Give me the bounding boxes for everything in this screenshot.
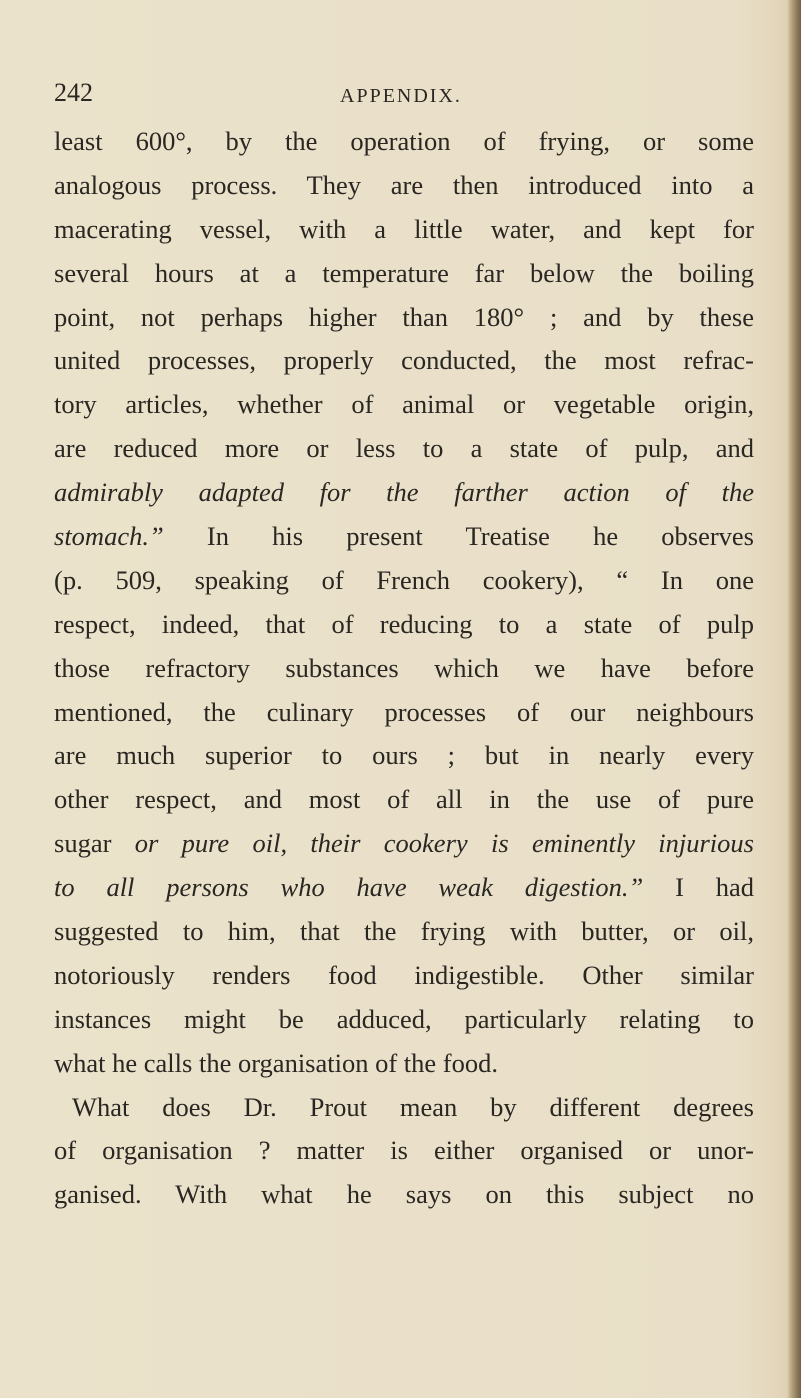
roman-text: sugar: [54, 828, 135, 859]
italic-text: stomach.”: [54, 521, 164, 552]
text-line: of organisation ? matter is either organised or unor-: [54, 1135, 754, 1166]
text-line-paragraph-end: what he calls the organisation of the food.: [54, 1047, 499, 1078]
running-head: APPENDIX.: [340, 85, 462, 107]
text-line: [54, 866, 754, 910]
italic-text: to all persons who have weak digestion.”: [54, 872, 644, 903]
text-line: several hours at a temperature far below the boiling: [54, 257, 754, 288]
text-line: suggested to him, that the frying with butter, or oil,: [54, 916, 754, 947]
text-line: instances might be adduced, particularly relating to: [54, 1003, 754, 1034]
text-line: united processes, properly conducted, the most refrac-: [54, 345, 754, 376]
text-line: notoriously renders food indigestible. Other similar: [54, 959, 754, 990]
text-line: (p. 509, speaking of French cookery), “ In one: [54, 564, 754, 595]
text-line: respect, indeed, that of reducing to a state of pulp: [54, 608, 754, 639]
text-line: ganised. With what he says on this subject no: [54, 1179, 754, 1210]
text-line: are reduced more or less to a state of pulp, and: [54, 433, 754, 464]
italic-text: admirably adapted for the farther action of the: [54, 477, 754, 508]
body-text: [54, 120, 754, 1217]
text-line-paragraph-start: What does Dr. Prout mean by different degrees: [72, 1091, 754, 1122]
roman-text: In his present Treatise he observes: [163, 521, 754, 552]
roman-text: I had: [643, 872, 754, 903]
text-line: tory articles, whether of animal or vegetable origin,: [54, 389, 754, 420]
text-line: mentioned, the culinary processes of our neighbours: [54, 696, 754, 727]
text-line: those refractory substances which we have before: [54, 652, 754, 683]
text-line: [54, 822, 754, 866]
text-line: macerating vessel, with a little water, and kept for: [54, 213, 754, 244]
page-edge: [787, 0, 801, 1398]
page-number: 242: [54, 78, 93, 107]
text-line: other respect, and most of all in the use of pure: [54, 784, 754, 815]
text-line: are much superior to ours ; but in nearly every: [54, 740, 754, 771]
text-line: [54, 515, 754, 559]
italic-text: or pure oil, their cookery is eminently injurious: [134, 828, 754, 859]
text-line: least 600°, by the operation of frying, or some: [54, 126, 754, 156]
text-line-italic: [54, 471, 754, 515]
text-line: analogous process. They are then introduced into a: [54, 169, 754, 200]
text-line: point, not perhaps higher than 180° ; and by these: [54, 301, 754, 332]
